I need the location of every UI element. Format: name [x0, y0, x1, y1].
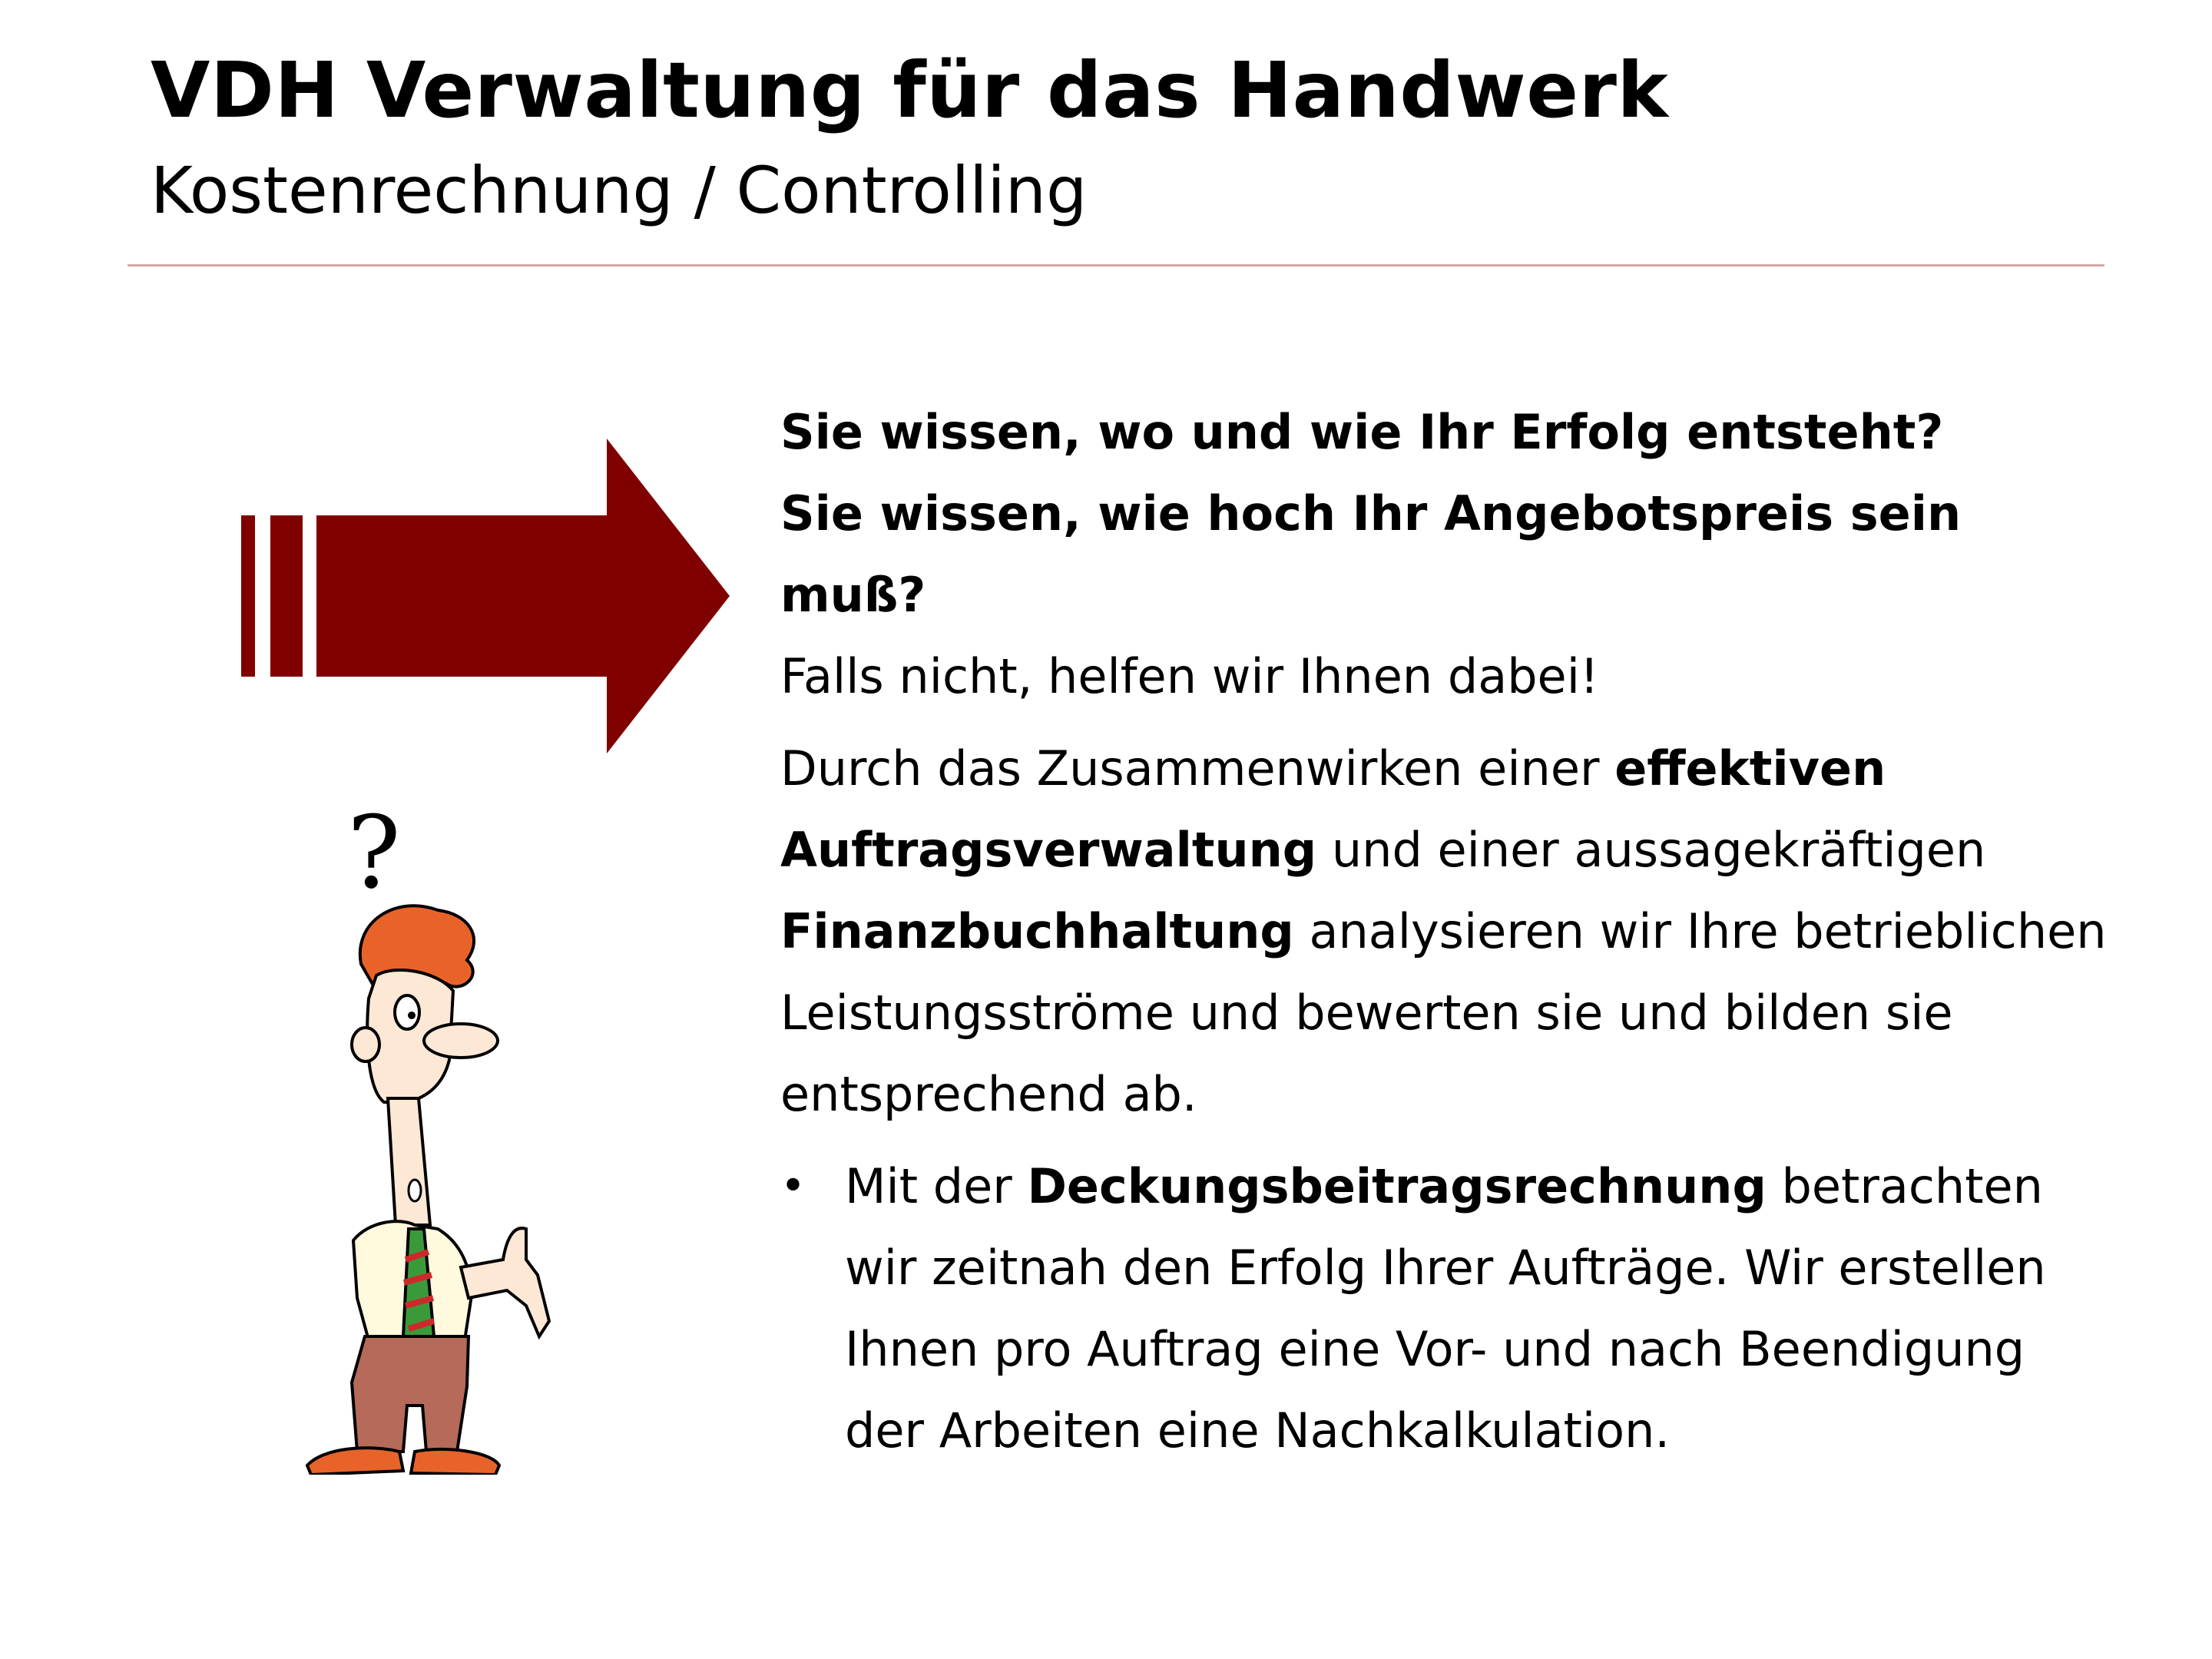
para-bold-2: Finanzbuchhaltung [780, 903, 1294, 959]
question-offer-price: Sie wissen, wie hoch Ihr Angebotspreis sein muß? [780, 485, 1962, 623]
bullet-marker: • [780, 1161, 806, 1211]
para-text-2: und einer aussagekräftigen [1316, 822, 1986, 878]
para-bold-1: effektiven Auftragsverwaltung [780, 740, 1886, 878]
confused-man-illustration [261, 799, 561, 1475]
bullet-text-1: Mit der [845, 1158, 1028, 1214]
question-success: Sie wissen, wo und wie Ihr Erfolg entsteht? [780, 404, 1944, 460]
description-paragraph [780, 728, 2117, 1135]
page-subtitle: Kostenrechnung / Controlling [151, 153, 1088, 228]
bullet-item [780, 1146, 2117, 1472]
arrow-stripe-2 [270, 515, 303, 677]
main-content [780, 392, 2117, 1472]
arrow-body [316, 439, 730, 753]
arrow-right-icon [237, 434, 736, 757]
bullet-text [845, 1146, 2117, 1472]
question-mark-icon: ? [347, 799, 401, 911]
bullet-bold-1: Deckungsbeitragsrechnung [1027, 1158, 1767, 1214]
para-text-1: Durch das Zusammenwirken einer [780, 740, 1615, 796]
arrow-stripe-1 [241, 515, 255, 677]
bullet-text-2: betrachten wir zeitnah den Erfolg Ihrer Aufträge. Wir erstellen Ihnen pro Auftrag eine Vor- und nach Beendigung der Arbeiten eine Nachkalkulation. [845, 1158, 2046, 1459]
para-text-3: analysieren wir Ihre betrieblichen Leistungsströme und bewerten sie und bilden sie entsprechend ab. [780, 903, 2107, 1122]
lead-text: Falls nicht, helfen wir Ihnen dabei! [780, 648, 1599, 704]
header-divider [127, 264, 2104, 267]
page-title: VDH Verwaltung für das Handwerk [151, 45, 1669, 135]
